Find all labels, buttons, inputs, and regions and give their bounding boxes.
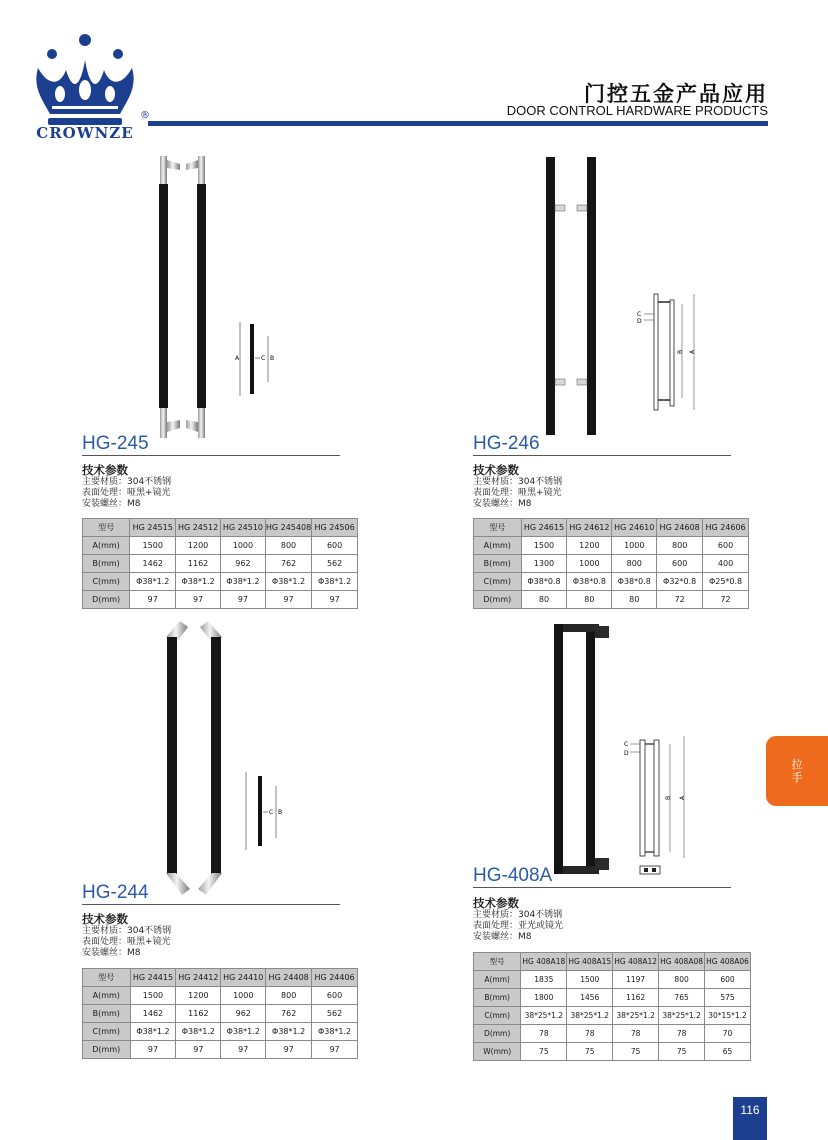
table-row xyxy=(474,537,749,555)
hg-246-dimension-drawing xyxy=(630,290,700,415)
spec-material: 主要材质：304不锈钢 xyxy=(82,477,172,487)
table-row xyxy=(474,1007,751,1025)
table-header-cell: 型号 xyxy=(83,519,130,537)
table-cell: 75 xyxy=(567,1043,613,1061)
table-header-cell: HG 24410 xyxy=(221,969,266,987)
table-header-cell: HG 24512 xyxy=(176,519,221,537)
table-header-row xyxy=(83,969,358,987)
table-cell: Φ38*1.2 xyxy=(312,573,358,591)
spec-screw: 安装螺丝：M8 xyxy=(473,932,532,942)
table-cell: 800 xyxy=(266,987,312,1005)
table-cell: 800 xyxy=(265,537,311,555)
table-row-label: C(mm) xyxy=(83,1023,131,1041)
spec-finish: 表面处理：哑黑+镜光 xyxy=(82,937,171,947)
dim-label-b: B xyxy=(278,809,283,816)
table-header-cell: HG 24515 xyxy=(130,519,176,537)
table-header-cell: HG 24506 xyxy=(312,519,358,537)
model-underline xyxy=(473,887,731,888)
table-cell: 72 xyxy=(703,591,749,609)
table-header-row xyxy=(474,519,749,537)
table-row xyxy=(83,1023,358,1041)
table-header-cell: HG 408A18 xyxy=(521,953,567,971)
spec-table-hg-245 xyxy=(82,518,358,609)
spec-heading: 技术参数 xyxy=(82,912,128,926)
table-row xyxy=(83,1041,358,1059)
dim-label-a: A xyxy=(679,795,686,800)
table-cell: Φ38*1.2 xyxy=(312,1023,358,1041)
spec-finish: 表面处理：亚光或镜光 xyxy=(473,921,564,931)
table-row-label: B(mm) xyxy=(474,989,521,1007)
table-cell: Φ38*1.2 xyxy=(221,573,266,591)
table-header-row xyxy=(83,519,358,537)
table-cell: Φ38*0.8 xyxy=(567,573,612,591)
table-cell: 1835 xyxy=(521,971,567,989)
dim-label-d: D xyxy=(624,750,629,757)
dim-label-a: A xyxy=(235,355,240,362)
table-cell: 97 xyxy=(221,591,266,609)
model-title-hg-246: HG-246 xyxy=(473,433,540,454)
table-cell: 80 xyxy=(567,591,612,609)
table-header-cell: HG 24615 xyxy=(521,519,567,537)
table-cell: Φ38*1.2 xyxy=(176,1023,221,1041)
hg-408a-dimension-drawing xyxy=(620,730,692,880)
table-row xyxy=(83,1005,358,1023)
table-cell: 1200 xyxy=(567,537,612,555)
table-cell: 80 xyxy=(612,591,657,609)
table-cell: 97 xyxy=(130,1041,176,1059)
spec-material: 主要材质：304不锈钢 xyxy=(82,926,172,936)
table-row-label: B(mm) xyxy=(83,555,130,573)
model-title-hg-245: HG-245 xyxy=(82,433,149,454)
table-cell: 97 xyxy=(312,591,358,609)
page-number: 116 xyxy=(733,1097,767,1140)
table-cell: Φ38*1.2 xyxy=(130,573,176,591)
category-side-tab[interactable] xyxy=(766,736,828,806)
table-cell: 765 xyxy=(659,989,705,1007)
table-cell: 97 xyxy=(221,1041,266,1059)
spec-heading: 技术参数 xyxy=(473,463,519,477)
table-row-label: A(mm) xyxy=(474,971,521,989)
table-cell: 80 xyxy=(521,591,567,609)
spec-screw: 安装螺丝：M8 xyxy=(82,499,141,509)
table-cell: 97 xyxy=(176,591,221,609)
table-cell: 1462 xyxy=(130,555,176,573)
table-row-label: B(mm) xyxy=(83,1005,131,1023)
table-cell: 1162 xyxy=(613,989,659,1007)
table-cell: 600 xyxy=(312,537,358,555)
table-header-cell: HG 408A15 xyxy=(567,953,613,971)
table-cell: 1462 xyxy=(130,1005,176,1023)
table-cell: 72 xyxy=(657,591,703,609)
model-underline xyxy=(82,455,340,456)
table-row-label: A(mm) xyxy=(83,987,131,1005)
hg-246-handle-image xyxy=(540,155,610,437)
table-row xyxy=(474,555,749,573)
page-title-en: DOOR CONTROL HARDWARE PRODUCTS xyxy=(506,103,768,118)
table-cell: 38*25*1.2 xyxy=(521,1007,567,1025)
table-header-cell: HG 408A08 xyxy=(659,953,705,971)
table-row xyxy=(474,1025,751,1043)
dim-label-c: C xyxy=(624,741,629,748)
hg-244-handle-image xyxy=(158,615,230,900)
table-cell: 800 xyxy=(612,555,657,573)
table-header-cell: HG 24510 xyxy=(221,519,266,537)
table-cell: 97 xyxy=(265,591,311,609)
table-cell: Φ38*1.2 xyxy=(176,573,221,591)
table-cell: 1500 xyxy=(130,537,176,555)
table-header-cell: HG 24406 xyxy=(312,969,358,987)
table-cell: 562 xyxy=(312,555,358,573)
table-row-label: C(mm) xyxy=(83,573,130,591)
table-cell: 1162 xyxy=(176,1005,221,1023)
spec-table-hg-408a xyxy=(473,952,751,1061)
hg-245-handle-image xyxy=(150,152,220,442)
table-row-label: C(mm) xyxy=(474,573,522,591)
table-cell: 600 xyxy=(657,555,703,573)
table-row xyxy=(83,573,358,591)
registered-mark: ® xyxy=(140,110,150,121)
table-cell: 600 xyxy=(705,971,751,989)
table-row xyxy=(83,591,358,609)
table-cell: Φ32*0.8 xyxy=(657,573,703,591)
table-cell: 1000 xyxy=(567,555,612,573)
spec-material: 主要材质：304不锈钢 xyxy=(473,477,563,487)
table-header-cell: HG 24610 xyxy=(612,519,657,537)
table-cell: 97 xyxy=(176,1041,221,1059)
dim-label-c: C xyxy=(637,311,642,318)
table-cell: Φ38*1.2 xyxy=(130,1023,176,1041)
table-cell: 97 xyxy=(130,591,176,609)
table-cell: 78 xyxy=(659,1025,705,1043)
table-header-cell: HG 24412 xyxy=(176,969,221,987)
table-cell: 1500 xyxy=(130,987,176,1005)
table-cell: 75 xyxy=(521,1043,567,1061)
hg-408a-handle-image xyxy=(548,620,614,878)
side-tab-label-2: 手 xyxy=(791,771,803,784)
hg-244-dimension-drawing xyxy=(240,770,290,852)
table-cell: 70 xyxy=(705,1025,751,1043)
table-row xyxy=(83,555,358,573)
table-row xyxy=(83,537,358,555)
table-cell: Φ25*0.8 xyxy=(703,573,749,591)
table-cell: Φ38*0.8 xyxy=(612,573,657,591)
table-header-cell: HG 245408 xyxy=(265,519,311,537)
dim-label-b: B xyxy=(270,355,275,362)
table-cell: 75 xyxy=(613,1043,659,1061)
table-cell: 962 xyxy=(221,1005,266,1023)
table-row-label: A(mm) xyxy=(83,537,130,555)
table-cell: 400 xyxy=(703,555,749,573)
table-row-label: W(mm) xyxy=(474,1043,521,1061)
table-cell: 38*25*1.2 xyxy=(567,1007,613,1025)
table-header-cell: HG 24408 xyxy=(266,969,312,987)
page-title-cn: 门控五金产品应用 xyxy=(584,81,768,106)
dim-label-c: C xyxy=(261,355,266,362)
table-cell: 30*15*1.2 xyxy=(705,1007,751,1025)
spec-heading: 技术参数 xyxy=(82,463,128,477)
table-cell: 1200 xyxy=(176,537,221,555)
spec-screw: 安装螺丝：M8 xyxy=(82,948,141,958)
table-cell: 1197 xyxy=(613,971,659,989)
table-cell: 1000 xyxy=(221,537,266,555)
table-row-label: D(mm) xyxy=(474,1025,521,1043)
dim-label-d: D xyxy=(637,318,642,325)
table-cell: 78 xyxy=(567,1025,613,1043)
model-underline xyxy=(473,455,731,456)
table-cell: 65 xyxy=(705,1043,751,1061)
table-row xyxy=(474,1043,751,1061)
table-cell: 75 xyxy=(659,1043,705,1061)
table-row-label: D(mm) xyxy=(474,591,522,609)
table-header-cell: HG 408A12 xyxy=(613,953,659,971)
header-divider xyxy=(148,121,768,126)
side-tab-label-1: 拉 xyxy=(791,758,803,771)
table-header-cell: HG 408A06 xyxy=(705,953,751,971)
table-row xyxy=(474,573,749,591)
table-header-cell: 型号 xyxy=(474,953,521,971)
table-cell: 600 xyxy=(312,987,358,1005)
table-cell: 1162 xyxy=(176,555,221,573)
table-cell: Φ38*0.8 xyxy=(521,573,567,591)
table-cell: 562 xyxy=(312,1005,358,1023)
spec-material: 主要材质：304不锈钢 xyxy=(473,910,563,920)
table-header-cell: HG 24415 xyxy=(130,969,176,987)
brand-name: CROWNZE xyxy=(36,124,134,142)
dim-label-c: C xyxy=(269,809,274,816)
table-row-label: B(mm) xyxy=(474,555,522,573)
table-row xyxy=(83,987,358,1005)
table-cell: 1500 xyxy=(521,537,567,555)
table-header-cell: HG 24606 xyxy=(703,519,749,537)
table-cell: Φ38*1.2 xyxy=(266,1023,312,1041)
table-cell: 962 xyxy=(221,555,266,573)
table-row xyxy=(474,971,751,989)
table-header-cell: HG 24608 xyxy=(657,519,703,537)
spec-table-hg-246 xyxy=(473,518,749,609)
table-cell: 97 xyxy=(312,1041,358,1059)
table-cell: 1000 xyxy=(221,987,266,1005)
table-cell: 600 xyxy=(703,537,749,555)
table-cell: 800 xyxy=(657,537,703,555)
table-cell: 1300 xyxy=(521,555,567,573)
table-cell: 78 xyxy=(521,1025,567,1043)
table-row-label: C(mm) xyxy=(474,1007,521,1025)
model-underline xyxy=(82,904,340,905)
table-row-label: D(mm) xyxy=(83,591,130,609)
table-row-label: A(mm) xyxy=(474,537,522,555)
dim-label-b: B xyxy=(665,795,672,800)
table-cell: 762 xyxy=(265,555,311,573)
table-header-row xyxy=(474,953,751,971)
table-cell: 38*25*1.2 xyxy=(613,1007,659,1025)
table-cell: 1800 xyxy=(521,989,567,1007)
spec-table-hg-244 xyxy=(82,968,358,1059)
table-cell: 1000 xyxy=(612,537,657,555)
table-row-label: D(mm) xyxy=(83,1041,131,1059)
table-cell: 78 xyxy=(613,1025,659,1043)
model-title-hg-244: HG-244 xyxy=(82,882,149,903)
hg-245-dimension-drawing xyxy=(232,320,282,400)
table-header-cell: 型号 xyxy=(83,969,131,987)
table-cell: 575 xyxy=(705,989,751,1007)
table-cell: 97 xyxy=(266,1041,312,1059)
spec-finish: 表面处理：哑黑+镜光 xyxy=(473,488,562,498)
model-title-hg-408a: HG-408A xyxy=(473,865,553,886)
spec-screw: 安装螺丝：M8 xyxy=(473,499,532,509)
table-row xyxy=(474,989,751,1007)
table-cell: 1456 xyxy=(567,989,613,1007)
table-cell: 1500 xyxy=(567,971,613,989)
table-cell: 800 xyxy=(659,971,705,989)
table-cell: 1200 xyxy=(176,987,221,1005)
dim-label-b: B xyxy=(677,349,684,354)
spec-heading: 技术参数 xyxy=(473,896,519,910)
spec-finish: 表面处理：哑黑+镜光 xyxy=(82,488,171,498)
table-header-cell: HG 24612 xyxy=(567,519,612,537)
dim-label-a: A xyxy=(689,349,696,354)
table-cell: 38*25*1.2 xyxy=(659,1007,705,1025)
table-cell: Φ38*1.2 xyxy=(265,573,311,591)
table-header-cell: 型号 xyxy=(474,519,522,537)
table-cell: Φ38*1.2 xyxy=(221,1023,266,1041)
table-row xyxy=(474,591,749,609)
table-cell: 762 xyxy=(266,1005,312,1023)
